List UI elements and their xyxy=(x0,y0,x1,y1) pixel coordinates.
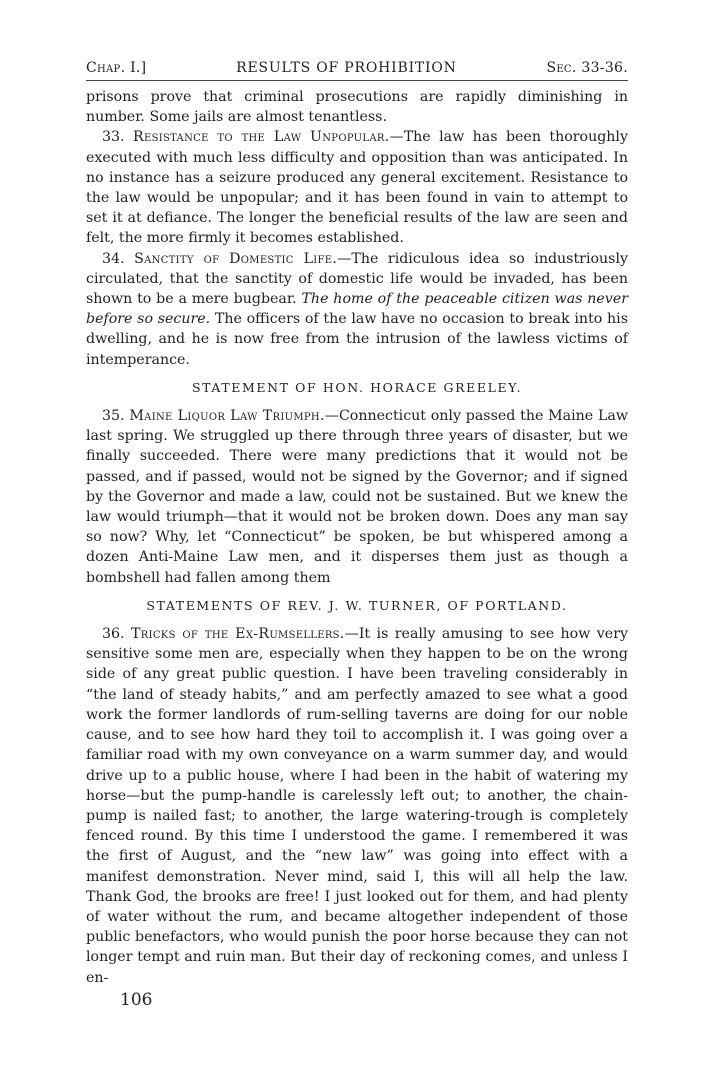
section-heading: Sanctity of Domestic Life. xyxy=(134,250,338,267)
section-33 xyxy=(86,127,628,248)
continued-paragraph: prisons prove that criminal prosecutions are rapidly diminishing in number. Some jails are almost tenantless. xyxy=(86,89,628,126)
page-body xyxy=(86,87,628,1010)
book-page xyxy=(86,60,628,1010)
section-36 xyxy=(86,624,628,988)
section-35 xyxy=(86,406,628,588)
section-number: 33. xyxy=(102,129,125,146)
section-heading: Resistance to the Law Unpopular. xyxy=(133,129,390,146)
section-heading: Maine Liquor Law Triumph. xyxy=(129,408,325,425)
statement-heading: STATEMENTS OF REV. J. W. TURNER, OF PORTLAND. xyxy=(146,597,568,613)
italic-sentence: The home of the peaceable citizen was never before so secure. xyxy=(86,291,628,328)
section-text: —Connecticut only passed the Maine Law last spring. We struggled up there through three years of disaster, but we finally succeeded. There were many predictions that it would not be passed, and if passed, would not be signed by the Governor; and if signed by the Governor and made a law, could not be sustained. But we knew the law would triumph—that it would not be broken down. Does any man say so now? Why, let “Connecticut” be spoken, be but whispered among a dozen Anti-Maine Law men, and it disperses them just as though a bombshell had fallen among them xyxy=(86,408,628,586)
section-text: —It is really amusing to see how very sensitive some men are, especially when they happen to be on the wrong side of any great public question. I have been traveling considerably in “the land of steady habits,” and am perfectly amazed to see what a good work the former landlords of rum-selling taverns are doing for our noble cause, and to see how hard they toil to accomplish it. I was going over a familiar road with my own conveyance on a warm summer day, and would drive up to a public house, where I had been in the habit of watering my horse—but the pump-handle is carelessly left out; to another, the chain-pump is nailed fast; to another, the large watering-trough is completely fenced round. By this time I understood the game. I remembered it was the first of August, and the “new law” was going into effect with a manifest demonstration. Never mind, said I, this will all help the law. Thank God, the brooks are free! I just looked out for them, and had plenty of water without the rum, and became altogether independent of those public benefactors, who would punish the poor horse because they can not longer tempt and ruin man. But their day of reckoning comes, and unless I en- xyxy=(86,626,628,986)
section-34 xyxy=(86,249,628,370)
page-running-title: RESULTS OF PROHIBITION xyxy=(236,60,457,76)
section-heading: Tricks of the Ex-Rumsellers. xyxy=(131,626,345,643)
chapter-label: Chap. I.] xyxy=(86,60,147,76)
section-number: 34. xyxy=(102,250,125,267)
section-range: Sec. 33-36. xyxy=(546,60,628,76)
running-head xyxy=(86,60,628,81)
page-number: 106 xyxy=(120,989,153,1010)
section-text-continued: The officers of the law have no occasion to break into his dwelling, and he is now free from the intrusion of the lawless victims of intemperance. xyxy=(86,311,628,368)
section-number: 36. xyxy=(102,626,125,643)
section-text: —The law has been thoroughly executed with much less difficulty and opposition than was anticipated. In no instance has a seizure produced any general excitement. Resistance to the law would be unpopular; and it has been found in vain to attempt to set it at defiance. The longer the beneficial results of the law are seen and felt, the more firmly it becomes established. xyxy=(86,129,628,247)
section-text: —The ridiculous idea so industriously circulated, that the sanctity of domestic life would be invaded, has been shown to be a mere bugbear. xyxy=(86,250,628,308)
statement-heading: STATEMENT OF HON. HORACE GREELEY. xyxy=(191,379,523,395)
section-number: 35. xyxy=(102,408,125,425)
